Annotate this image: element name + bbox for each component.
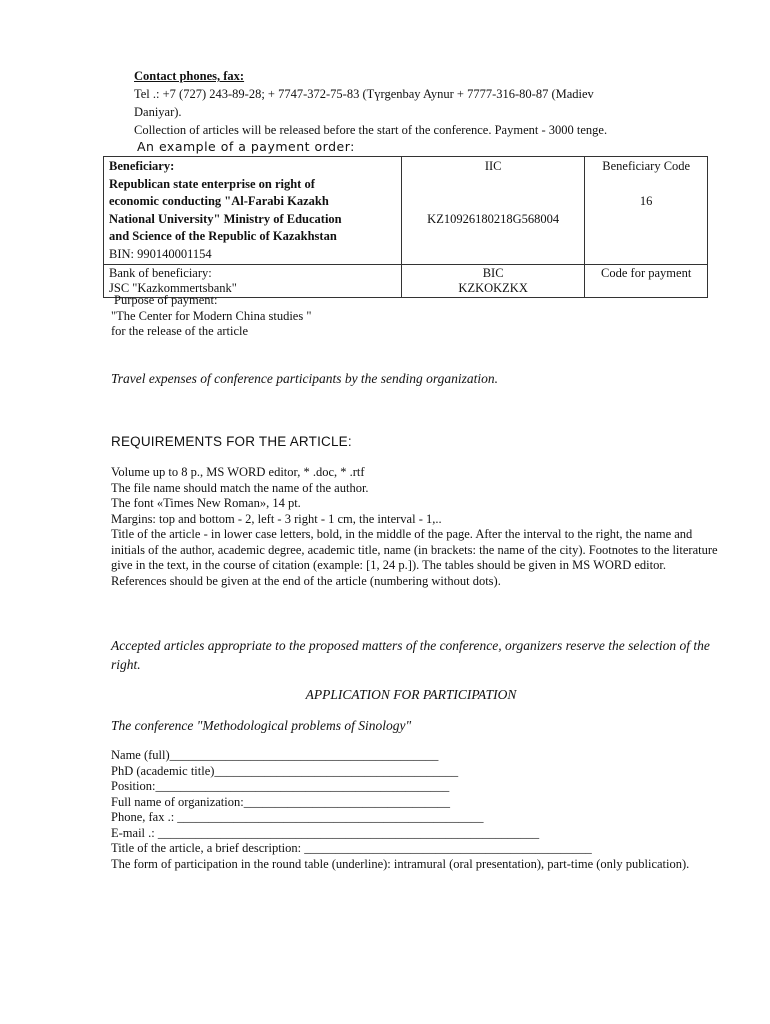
purpose-line1: "The Center for Modern China studies " xyxy=(111,308,312,323)
beneficiary-code-cell xyxy=(585,157,708,265)
contact-heading: Contact phones, fax: xyxy=(134,69,245,83)
requirement-item: Title of the article - in lower case letters, bold, in the middle of the page. After the interval to the right, the name and initials of the author, academic degree, academic title, name (in brackets: the name of the city). Footnotes to the literature give in the text, in the course of citation (example: [1, 24 p.]). The tables should be given in MS WORD editor. References should be given at the end of the article (numbering without dots). xyxy=(111,527,718,588)
conference-title: The conference "Methodological problems of Sinology" xyxy=(111,718,412,733)
contact-tel-line1: Tel .: +7 (727) 243-89-28; + 7747-372-75-83 (Түrgenbay Aynur + 7777-316-80-87 (Madiev xyxy=(134,87,594,101)
purpose-label: Purpose of payment: xyxy=(114,293,218,307)
beneficiary-cell xyxy=(104,157,402,265)
beneficiary-name-line: economic conducting "Al-Farabi Kazakh xyxy=(109,194,329,208)
payment-order-table xyxy=(103,156,708,298)
form-field-organization[interactable]: Full name of organization:_________________________________ xyxy=(111,794,450,809)
application-heading: APPLICATION FOR PARTICIPATION xyxy=(305,687,517,702)
beneficiary-name-line: and Science of the Republic of Kazakhstan xyxy=(109,229,337,243)
requirement-item: The font «Times New Roman», 14 pt. xyxy=(111,496,301,510)
beneficiary-name-line: National University" Ministry of Education xyxy=(109,211,342,226)
bic-cell xyxy=(401,265,584,298)
bic-value: KZKOKZKX xyxy=(458,281,528,295)
requirements-list xyxy=(111,465,721,589)
form-field-position[interactable]: Position:_______________________________________________ xyxy=(111,779,450,793)
application-form xyxy=(111,748,721,872)
form-field-article-title[interactable]: Title of the article, a brief description: ______________________________________________ xyxy=(111,841,592,855)
payment-row-beneficiary xyxy=(104,157,708,265)
purpose-line2: for the release of the article xyxy=(111,324,249,338)
iic-value: KZ10926180218G568004 xyxy=(427,211,560,226)
travel-note: Travel expenses of conference participants by the sending organization. xyxy=(111,371,499,386)
requirement-item: Volume up to 8 p., MS WORD editor, * .doc, * .rtf xyxy=(111,465,365,479)
payment-purpose xyxy=(111,293,311,340)
beneficiary-code-label: Beneficiary Code xyxy=(602,159,691,173)
form-field-email[interactable]: E-mail .: _____________________________________________________________ xyxy=(111,825,540,840)
code-for-payment-label: Code for payment xyxy=(601,266,692,280)
accepted-note: Accepted articles appropriate to the proposed matters of the conference, organizers reserve the selection of the right. xyxy=(111,638,710,672)
code-for-payment-cell xyxy=(585,265,708,298)
bank-label: Bank of beneficiary: xyxy=(109,266,212,280)
requirements-heading: REQUIREMENTS FOR THE ARTICLE: xyxy=(111,434,352,449)
iic-label: IIC xyxy=(484,159,502,173)
form-field-phd[interactable]: PhD (academic title)_______________________________________ xyxy=(111,763,459,778)
requirement-item: The file name should match the name of the author. xyxy=(111,480,369,495)
requirement-item: Margins: top and bottom - 2, left - 3 right - 1 cm, the interval - 1,.. xyxy=(111,511,442,526)
bank-name: JSC "Kazkommertsbank" xyxy=(109,281,237,295)
beneficiary-bin: BIN: 990140001154 xyxy=(109,246,212,261)
collection-note: Collection of articles will be released before the start of the conference. Payment - 3000 tenge. xyxy=(134,123,608,137)
beneficiary-code-value: 16 xyxy=(639,193,653,208)
form-field-name[interactable]: Name (full)___________________________________________ xyxy=(111,748,439,762)
form-field-phone[interactable]: Phone, fax .: _________________________________________________ xyxy=(111,810,484,824)
contact-tel-line2: Daniyar). xyxy=(134,105,182,119)
form-field-participation: The form of participation in the round table (underline): intramural (oral presentation), part-time (only publication). xyxy=(111,856,690,871)
payment-example-title: An example of a payment order: xyxy=(137,139,355,154)
beneficiary-name-line: Republican state enterprise on right of xyxy=(109,176,315,191)
bic-label: BIC xyxy=(482,266,504,280)
iic-cell xyxy=(401,157,584,265)
beneficiary-label: Beneficiary: xyxy=(109,159,175,173)
